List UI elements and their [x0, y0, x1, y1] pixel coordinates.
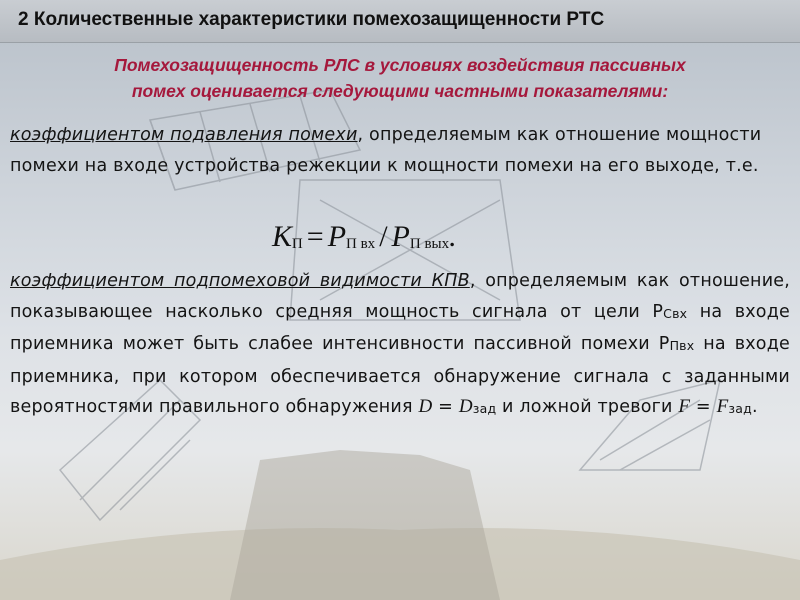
formula-end: . — [449, 220, 457, 253]
formula-suppression — [272, 220, 457, 254]
subtitle-line-1: Помехозащищенность РЛС в условиях воздействия пассивных — [114, 55, 686, 75]
paragraph-text: , определяемым как отношение, показывающее насколько средняя мощность сигнала от цели — [10, 271, 790, 322]
formula-p2-sub: П вых — [409, 236, 450, 252]
symbol-pp-sub: Пвх — [669, 338, 695, 353]
formula-k: К — [272, 220, 292, 253]
formula-p1-sub: П вх — [346, 236, 376, 252]
symbol-d-sub: зад — [472, 401, 497, 416]
symbol-pc: Р — [652, 301, 664, 322]
paragraph-text: на входе приемника, при котором обеспечивается обнаружение сигнала с заданными вероятностями правильного обнаружения — [10, 334, 790, 417]
term-suppression-coefficient: коэффициентом подавления помехи — [10, 125, 358, 145]
symbol-d-zad: D — [458, 396, 473, 417]
paragraph-text: на входе приемника может быть слабее интенсивности пассивной помехи — [10, 301, 790, 354]
symbol-f-zad: F — [716, 396, 729, 417]
symbol-pc-sub: Свх — [663, 305, 688, 321]
slide-subtitle — [0, 52, 800, 104]
equals-sign: = — [432, 397, 459, 417]
symbol-pp: Р — [658, 334, 670, 354]
formula-k-sub: П — [291, 236, 303, 252]
equals-sign: = — [690, 397, 717, 417]
paragraph-suppression-coefficient — [10, 120, 790, 181]
header-bar — [0, 0, 800, 43]
symbol-f: F — [678, 396, 691, 417]
symbol-d: D — [418, 396, 433, 417]
paragraph-end: . — [751, 397, 758, 417]
paragraph-text: , определяемым как отношение мощности помехи на входе устройства режекции к мощности помехи на его выходе, т.е. — [10, 125, 762, 176]
term-subclutter-visibility: коэффициентом подпомеховой видимости КПВ — [10, 271, 470, 291]
symbol-f-sub: зад — [728, 401, 752, 416]
subtitle-line-2: помех оценивается следующими частными показателями: — [131, 81, 669, 101]
paragraph-text: и ложной тревоги — [496, 397, 679, 417]
paragraph-subclutter-visibility — [10, 266, 790, 425]
formula-p2: Р — [391, 220, 410, 253]
formula-p1: Р — [327, 220, 347, 253]
slide-title: 2 Количественные характеристики помехозащищенности РТС — [18, 9, 605, 30]
formula-slash: / — [379, 220, 388, 253]
formula-eq: = — [306, 220, 324, 253]
